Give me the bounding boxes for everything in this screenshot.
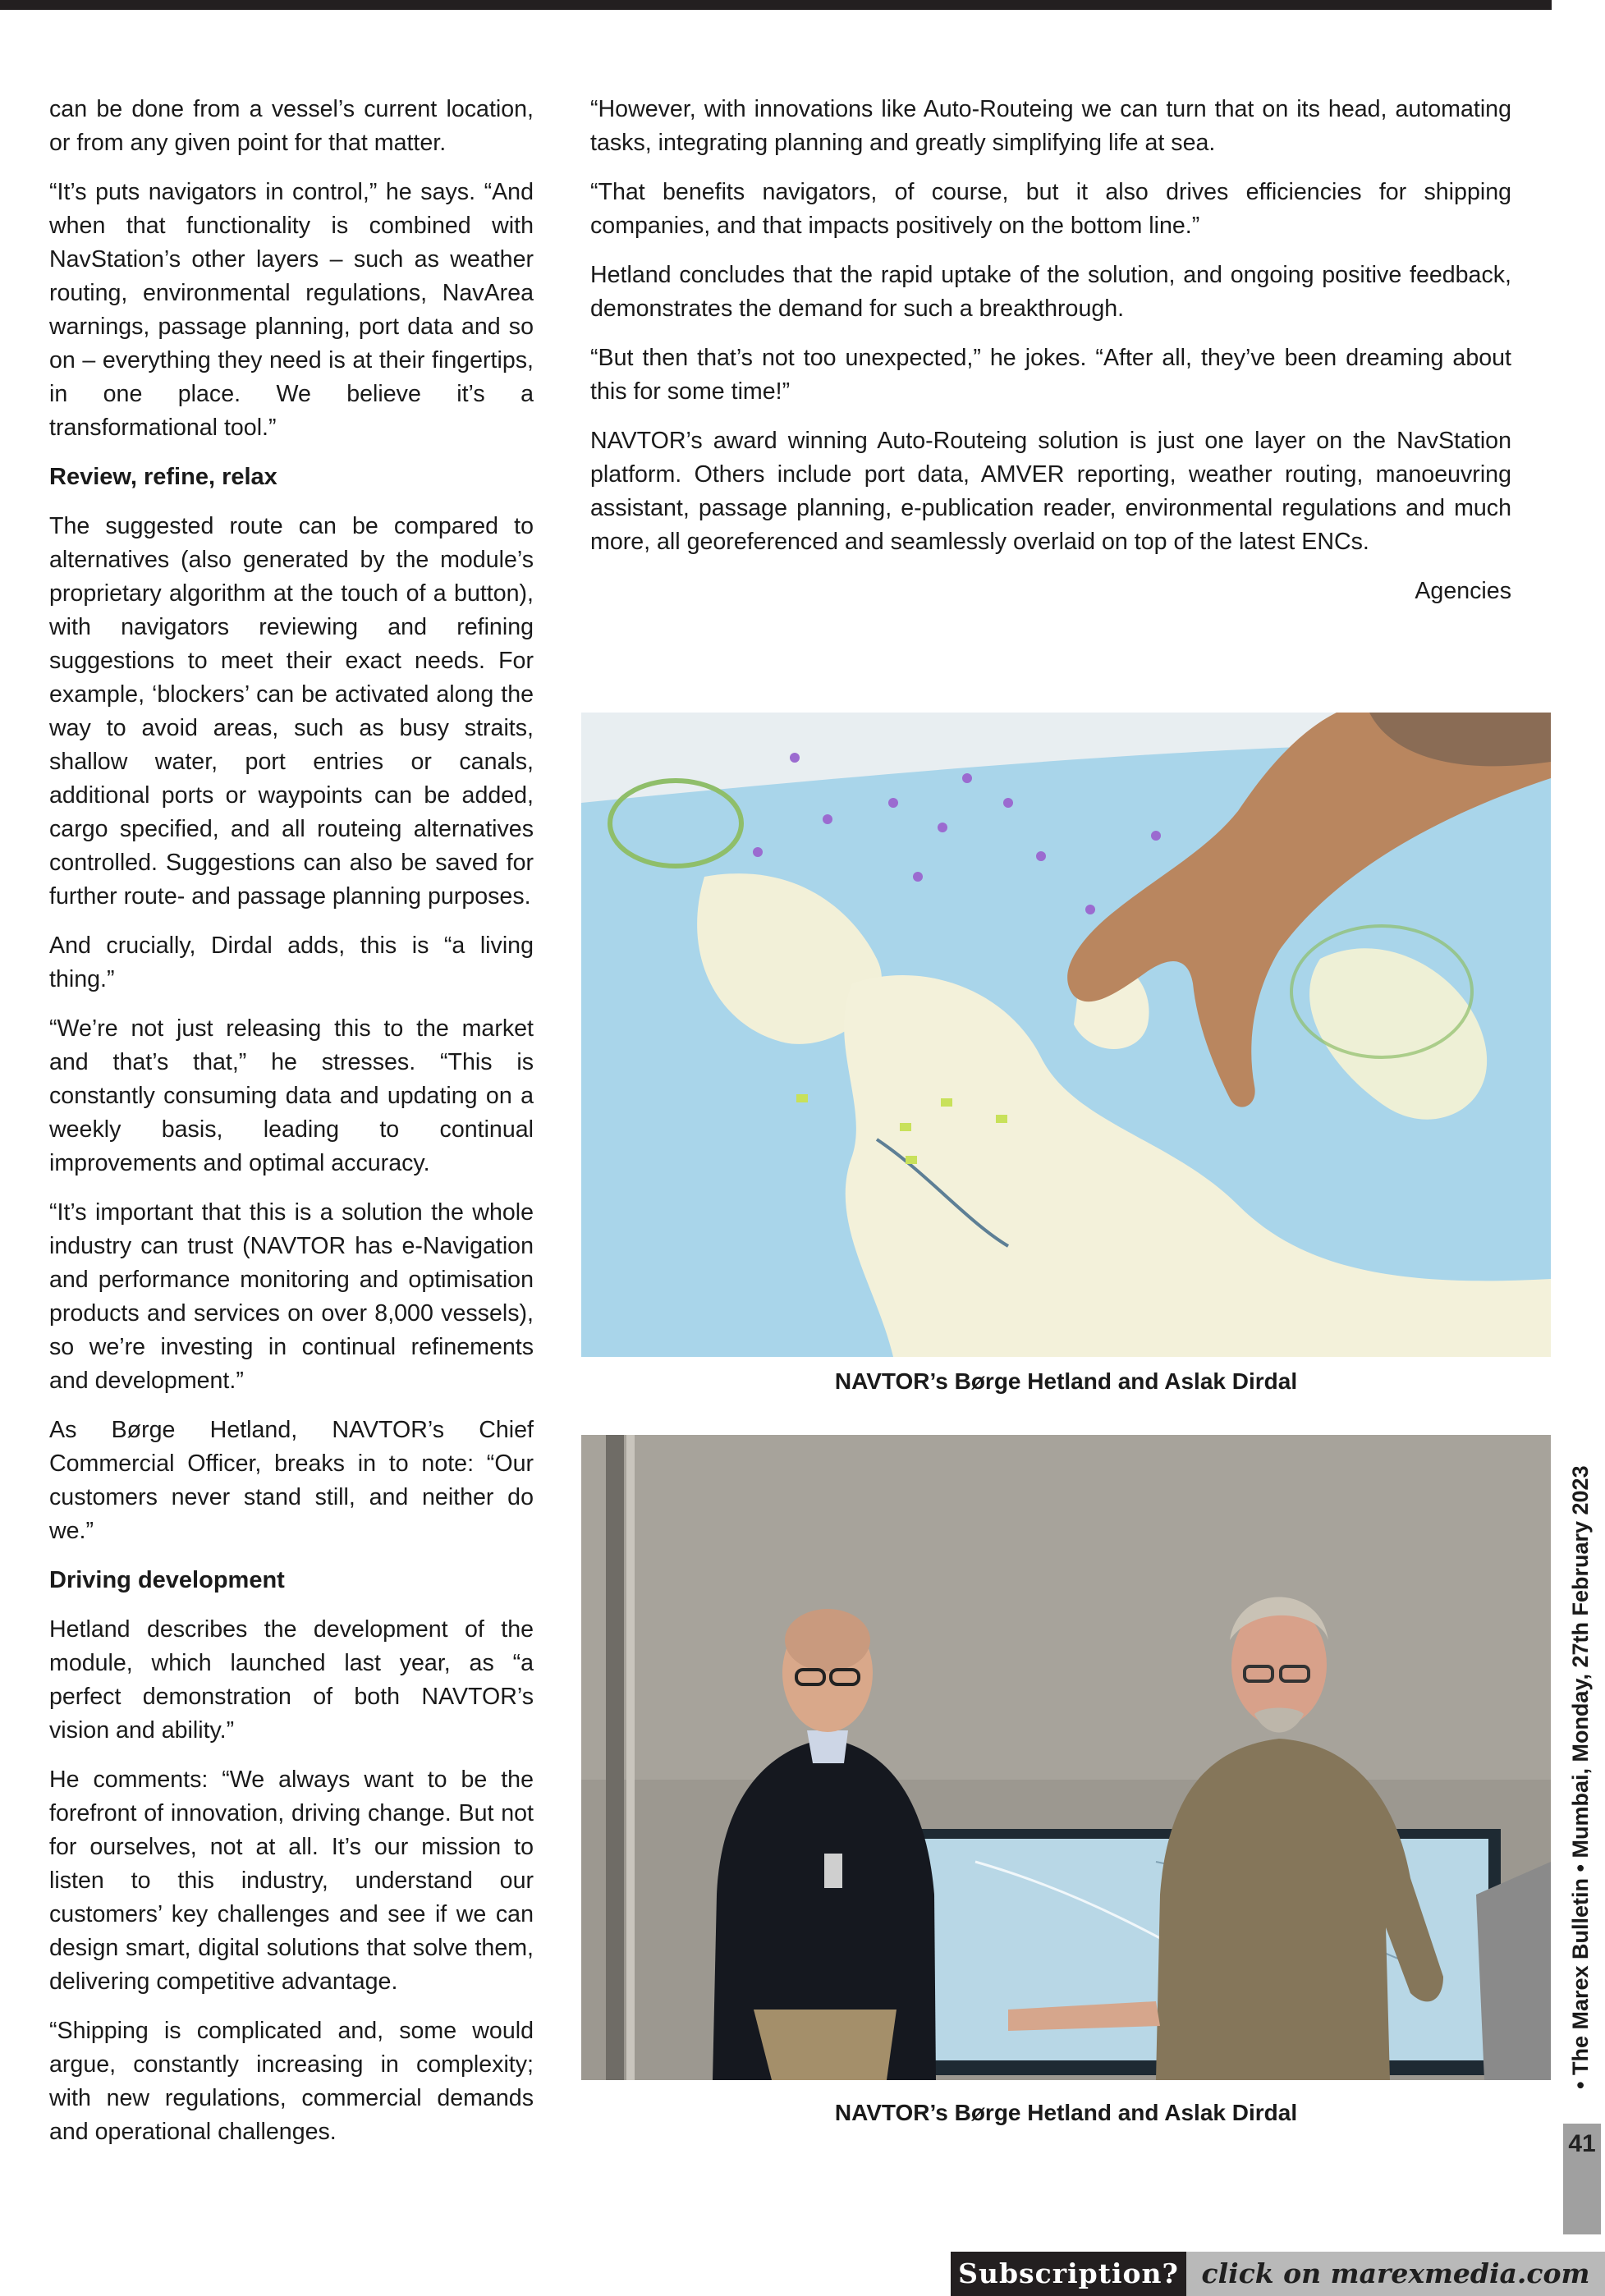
paragraph: He comments: “We always want to be the forefront of innovation, driving change. But not for ourselves, not at all. It’s our mission to listen to this industry, understand our customers’ key challenges and see if we can design smart, digital solutions that solve them, delivering competitive advantage. (49, 1767, 534, 1995)
top-rule (0, 0, 1552, 10)
subscription-label: Subscription? (951, 2252, 1186, 2296)
figure-caption: NAVTOR’s Børge Hetland and Aslak Dirdal (834, 1368, 1298, 1394)
subheading-driving-development: Driving development (49, 1567, 285, 1593)
paragraph: “That benefits navigators, of course, but it also drives efficiencies for shipping companies, and that impacts positively on the bottom line.” (590, 179, 1511, 239)
paragraph: Hetland concludes that the rapid uptake of the solution, and ongoing positive feedback, demonstrates the demand for such a breakthrough. (590, 262, 1511, 322)
paragraph: can be done from a vessel’s current location, or from any given point for that matter. (49, 96, 534, 156)
paragraph: Hetland describes the development of the module, which launched last year, as “a perfect demonstration of both NAVTOR’s vision and ability.” (49, 1616, 534, 1744)
side-banner-text: • The Marex Bulletin • Mumbai, Monday, 27th February 2023 (1568, 1465, 1593, 2089)
article-signoff: Agencies (1415, 578, 1511, 604)
paragraph: NAVTOR’s award winning Auto-Routeing solution is just one layer on the NavStation platform. Others include port data, AMVER reporting, weather routing, manoeuvring assistant, passage planning, e-publication reader, environmental regulations and much more, all georeferenced and seamlessly overlaid on top of the latest ENCs. (590, 428, 1511, 555)
photo-hetland-and-dirdal (581, 1435, 1551, 2080)
subscription-link[interactable]: click on marexmedia.com (1186, 2252, 1605, 2296)
paragraph: The suggested route can be compared to alternatives (also generated by the module’s proprietary algorithm at the touch of a button), with navigators reviewing and refining suggestions to meet their exact needs. For example, ‘blockers’ can be activated along the way to avoid areas, such as busy straits, shallow water, port entries or canals, additional ports or waypoints can be added, cargo specified, and all routeing alternatives controlled. Suggestions can also be saved for further route- and passage planning purposes. (49, 513, 534, 910)
paragraph: “It’s puts navigators in control,” he says. “And when that functionality is combined with NavStation’s other layers – such as weather routing, environmental regulations, NavArea warnings, passage planning, port data and so on – everything they need is at their fingertips, in one place. We believe it’s a transformational tool.” (49, 179, 534, 441)
paragraph: “Shipping is complicated and, some would argue, constantly increasing in complexity; with new regulations, commercial demands and operational challenges. (49, 2018, 534, 2145)
subheading-review: Review, refine, relax (49, 464, 277, 490)
paragraph: And crucially, Dirdal adds, this is “a living thing.” (49, 933, 534, 992)
paragraph: “We’re not just releasing this to the market and that’s that,” he stresses. “This is constantly consuming data and updating on a weekly basis, leading to continual improvements and optimal accuracy. (49, 1015, 534, 1176)
photo-chart-touchscreen (581, 713, 1551, 1357)
right-column (590, 93, 1511, 624)
page-number: 41 (1563, 2124, 1601, 2234)
paragraph: “But then that’s not too unexpected,” he jokes. “After all, they’ve been dreaming about this for some time!” (590, 345, 1511, 405)
paragraph: “However, with innovations like Auto-Routeing we can turn that on its head, automating tasks, integrating planning and greatly simplifying life at sea. (590, 96, 1511, 156)
chart-touchscreen-illustration (581, 713, 1551, 1357)
left-column (49, 93, 534, 2165)
paragraph: As Børge Hetland, NAVTOR’s Chief Commercial Officer, breaks in to note: “Our customers never stand still, and neither do we.” (49, 1417, 534, 1544)
portrait-illustration (581, 1435, 1551, 2080)
figure-caption: NAVTOR’s Børge Hetland and Aslak Dirdal (834, 2100, 1298, 2125)
paragraph: “It’s important that this is a solution the whole industry can trust (NAVTOR has e-Navigation and performance monitoring and optimisation products and services on over 8,000 vessels), so we’re investing in continual refinements and development.” (49, 1199, 534, 1394)
